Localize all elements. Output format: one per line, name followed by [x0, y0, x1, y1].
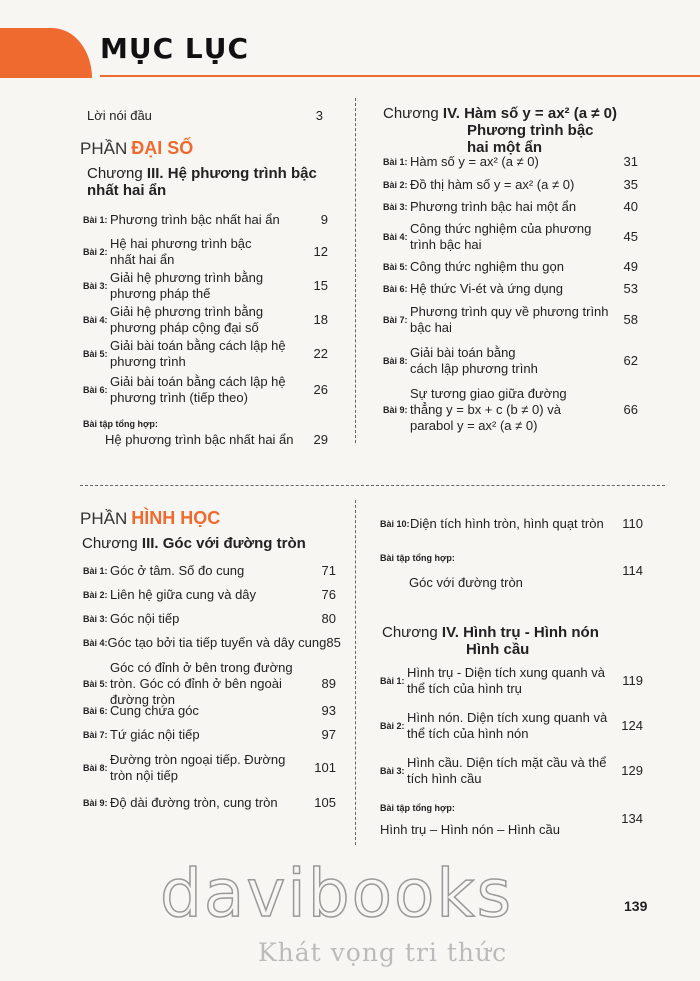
- toc-entry[interactable]: Bài 7: Phương trình quy về phương trình bậc hai 58: [383, 304, 638, 335]
- toc-entry[interactable]: Bài 6: Cung chứa góc 93: [83, 703, 336, 718]
- toc-entry[interactable]: Bài 4: Giải hệ phương trình bằng phương pháp cộng đại số 18: [83, 304, 328, 335]
- toc-entry[interactable]: Bài 1: Phương trình bậc nhất hai ẩn 9: [83, 212, 328, 227]
- toc-entry[interactable]: Bài 5: Giải bài toán bằng cách lập hệ phương trình 22: [83, 338, 328, 369]
- entry-page: 3: [315, 108, 323, 123]
- toc-entry-review[interactable]: Bài tập tổng hợp: Hệ phương trình bậc nhất hai ẩn 29: [83, 419, 328, 447]
- toc-entry-preface[interactable]: [87, 108, 323, 124]
- toc-entry[interactable]: Bài 4: Góc tạo bởi tia tiếp tuyến và dây cung 85: [83, 635, 341, 650]
- part-heading-geometry: PHẦN HÌNH HỌC: [80, 508, 221, 528]
- toc-entry-review[interactable]: Bài tập tổng hợp: Hình trụ – Hình nón – Hình cầu 134: [380, 803, 643, 837]
- toc-entry-review[interactable]: Bài tập tổng hợp: Góc với đường tròn 114: [380, 553, 643, 590]
- watermark-logo: davibooks: [160, 855, 513, 932]
- page-title: MỤC LỤC: [100, 32, 250, 65]
- toc-entry[interactable]: Bài 3: Giải hệ phương trình bằng phương pháp thế 15: [83, 270, 328, 301]
- toc-entry[interactable]: Bài 3: Góc nội tiếp 80: [83, 611, 336, 626]
- toc-entry[interactable]: Bài 8: Giải bài toán bằng cách lập phương trình 62: [383, 345, 638, 376]
- toc-entry[interactable]: Bài 1: Hình trụ - Diện tích xung quanh và thể tích của hình trụ 119: [380, 665, 643, 696]
- column-divider-top: [355, 98, 356, 443]
- toc-entry[interactable]: Bài 1: Góc ở tâm. Số đo cung 71: [83, 563, 336, 578]
- toc-entry[interactable]: Bài 10: Diện tích hình tròn, hình quạt tròn 110: [380, 516, 643, 531]
- chapter-heading-geometry-3: Chương III. Góc với đường tròn: [82, 535, 306, 552]
- toc-entry[interactable]: Bài 1: Hàm số y = ax² (a ≠ 0) 31: [383, 154, 638, 169]
- toc-entry[interactable]: Bài 2: Hệ hai phương trình bậc nhất hai ẩn 12: [83, 236, 328, 267]
- toc-entry[interactable]: Bài 9: Độ dài đường tròn, cung tròn 105: [83, 795, 336, 810]
- page-number: 139: [624, 898, 648, 914]
- toc-entry[interactable]: Bài 6: Hệ thức Vi-ét và ứng dụng 53: [383, 281, 638, 296]
- header-accent-tab: [0, 28, 92, 78]
- part-heading-algebra: PHẦN ĐẠI SỐ: [80, 138, 194, 158]
- toc-entry[interactable]: Bài 4: Công thức nghiệm của phương trình bậc hai 45: [383, 221, 638, 252]
- toc-entry[interactable]: Bài 2: Liên hệ giữa cung và dây 76: [83, 587, 336, 602]
- toc-entry[interactable]: Bài 9: Sự tương giao giữa đường thẳng y = bx + c (b ≠ 0) và parabol y = ax² (a ≠ 0) 66: [383, 386, 638, 433]
- toc-entry[interactable]: Bài 2: Hình nón. Diện tích xung quanh và thể tích của hình nón 124: [380, 710, 643, 741]
- toc-entry[interactable]: Bài 8: Đường tròn ngoại tiếp. Đường tròn nội tiếp 101: [83, 752, 336, 783]
- toc-entry[interactable]: Bài 5: Góc có đỉnh ở bên trong đường tròn. Góc có đỉnh ở bên ngoài đường tròn 89: [83, 660, 336, 707]
- toc-entry[interactable]: Bài 7: Tứ giác nội tiếp 97: [83, 727, 336, 742]
- chapter-heading-algebra-3: Chương III. Hệ phương trình bậc nhất hai ẩn: [87, 165, 317, 199]
- column-divider-bottom: [355, 500, 356, 845]
- toc-entry[interactable]: Bài 5: Công thức nghiệm thu gọn 49: [383, 259, 638, 274]
- header-rule: [100, 75, 700, 77]
- watermark-tagline: Khát vọng tri thức: [258, 938, 508, 967]
- chapter-heading-geometry-4: Chương IV. Hình trụ - Hình nón Hình cầu: [382, 624, 599, 658]
- toc-entry[interactable]: Bài 6: Giải bài toán bằng cách lập hệ phương trình (tiếp theo) 26: [83, 374, 328, 405]
- entry-text: Lời nói đầu: [87, 108, 152, 123]
- toc-entry[interactable]: Bài 2: Đồ thị hàm số y = ax² (a ≠ 0) 35: [383, 177, 638, 192]
- toc-entry[interactable]: Bài 3: Phương trình bậc hai một ẩn 40: [383, 199, 638, 214]
- section-divider: [80, 485, 665, 486]
- toc-entry[interactable]: Bài 3: Hình cầu. Diện tích mặt cầu và thể tích hình cầu 129: [380, 755, 643, 786]
- chapter-heading-algebra-4: Chương IV. Hàm số y = ax² (a ≠ 0) Phương trình bậc hai một ẩn: [383, 105, 617, 156]
